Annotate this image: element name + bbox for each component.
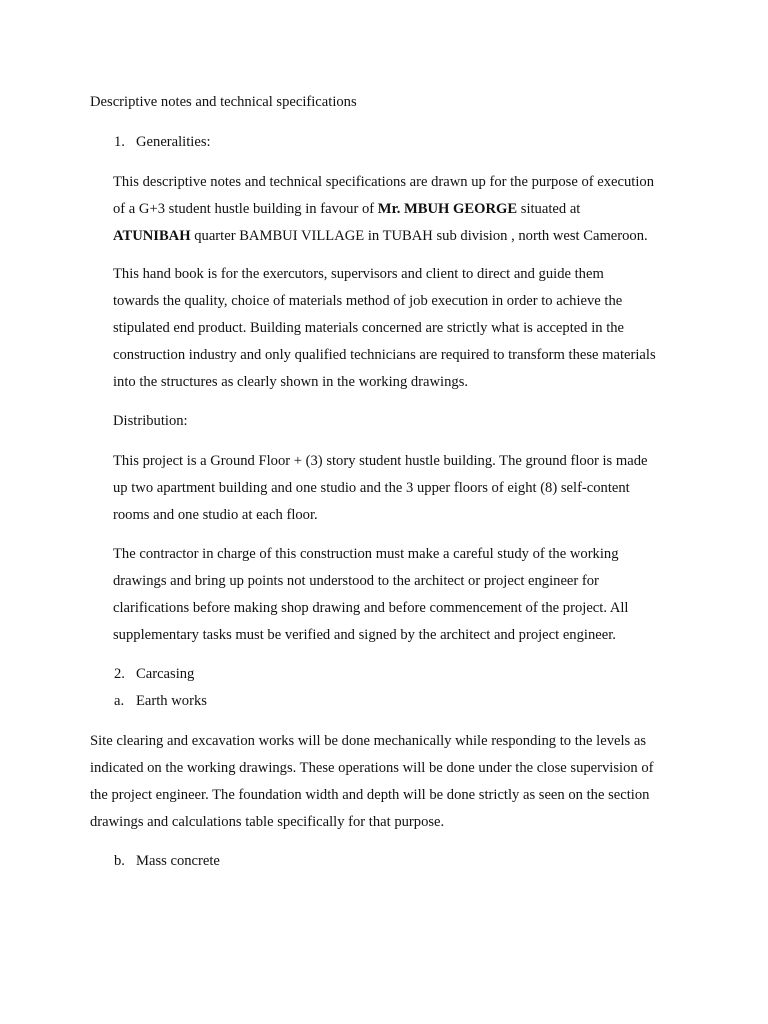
section-2-heading: Carcasing [136, 666, 195, 682]
paragraph-line: supplementary tasks must be verified and signed by the architect and project engineer. [113, 627, 616, 643]
paragraph-line: up two apartment building and one studio and the 3 upper floors of eight (8) self-content [113, 480, 630, 496]
document-title: Descriptive notes and technical specifications [90, 94, 357, 110]
paragraph-line: towards the quality, choice of materials method of job execution in order to achieve the [113, 293, 623, 309]
section-2-number: 2. [114, 666, 125, 682]
subsection-b-heading: Mass concrete [136, 853, 220, 869]
paragraph-line: This hand book is for the exercutors, supervisors and client to direct and guide them [113, 266, 604, 282]
paragraph-line: This descriptive notes and technical specifications are drawn up for the purpose of execution [113, 174, 654, 190]
paragraph-line: into the structures as clearly shown in the working drawings. [113, 374, 469, 390]
paragraph-line: rooms and one studio at each floor. [113, 507, 318, 523]
paragraph-line: construction industry and only qualified technicians are required to transform these materials [113, 347, 656, 363]
paragraph-line: indicated on the working drawings. These operations will be done under the close supervision of [90, 760, 654, 776]
paragraph-line: Site clearing and excavation works will be done mechanically while responding to the levels as [90, 733, 647, 749]
paragraph-line: drawings and calculations table specifically for that purpose. [90, 814, 445, 830]
subsection-a-letter: a. [114, 693, 125, 709]
paragraph-line: This project is a Ground Floor + (3) story student hustle building. The ground floor is made [113, 453, 648, 469]
text-run: of a G+3 student hustle building in favour of [113, 201, 378, 217]
section-1-number: 1. [114, 134, 125, 150]
text-run: quarter BAMBUI VILLAGE in TUBAH sub division , north west Cameroon. [190, 228, 648, 244]
paragraph-line: the project engineer. The foundation width and depth will be done strictly as seen on the section [90, 787, 650, 803]
paragraph-line: clarifications before making shop drawing and before commencement of the project. All [113, 600, 629, 616]
paragraph-line: drawings and bring up points not understood to the architect or project engineer for [113, 573, 599, 589]
subsection-a-heading: Earth works [136, 693, 207, 709]
location-name: ATUNIBAH [113, 228, 191, 244]
paragraph-line: The contractor in charge of this construction must make a careful study of the working [113, 546, 619, 562]
text-run: situated at [517, 201, 581, 217]
paragraph-line [113, 227, 648, 245]
client-name: Mr. MBUH GEORGE [377, 201, 518, 217]
distribution-heading: Distribution: [113, 413, 188, 429]
section-1-heading: Generalities: [136, 134, 211, 150]
subsection-b-letter: b. [114, 853, 125, 869]
paragraph-line: stipulated end product. Building materials concerned are strictly what is accepted in the [113, 320, 625, 336]
paragraph-line [113, 200, 580, 218]
